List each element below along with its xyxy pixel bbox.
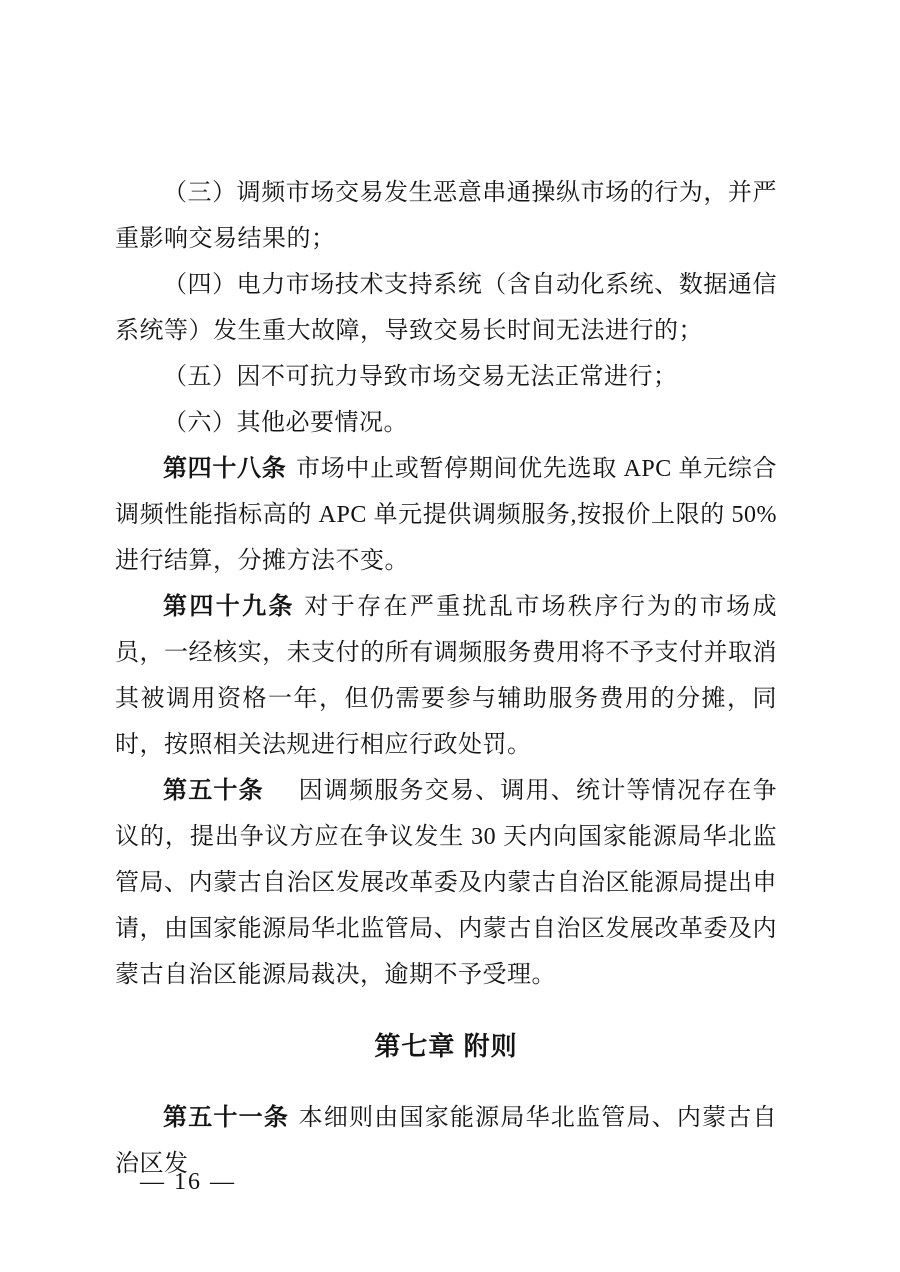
clause-item-4: （四）电力市场技术支持系统（含自动化系统、数据通信系统等）发生重大故障，导致交易长时间无法进行的； — [115, 272, 777, 344]
article-51-text: 本细则由国家能源局华北监管局、内蒙古自治区发 — [115, 1105, 778, 1177]
article-48 — [115, 446, 777, 584]
clause-item-5: （五）因不可抗力导致市场交易无法正常进行； — [163, 364, 678, 390]
article-51-number: 第五十一条 — [163, 1104, 290, 1131]
article-49-text: 对于存在严重扰乱市场秩序行为的市场成员，一经核实，未支付的所有调频服务费用将不予支付并取消其被调用资格一年，但仍需要参与辅助服务费用的分摊，同时，按照相关法规进行相应行政处罚。 — [115, 594, 777, 758]
document-body — [115, 170, 777, 1187]
article-49-number: 第四十九条 — [163, 593, 295, 620]
article-50-number: 第五十条 — [163, 777, 264, 804]
page-number: — 16 — — [140, 1169, 236, 1195]
article-50 — [115, 768, 777, 998]
article-48-number: 第四十八条 — [163, 455, 287, 482]
chapter-heading: 第七章 附则 — [374, 1031, 518, 1061]
clause-item-6: （六）其他必要情况。 — [163, 410, 408, 436]
article-49 — [115, 584, 777, 768]
article-48-text: 市场中止或暂停期间优先选取 APC 单元综合调频性能指标高的 APC 单元提供调频服务,按报价上限的 50%进行结算，分摊方法不变。 — [115, 456, 778, 574]
article-50-text: 因调频服务交易、调用、统计等情况存在争议的，提出争议方应在争议发生 30 天内向国家能源局华北监管局、内蒙古自治区发展改革委及内蒙古自治区能源局提出申请，由国家能源局华北监管局、内蒙古自治区发展改革委及内蒙古自治区能源局裁决，逾期不予受理。 — [115, 778, 778, 988]
clause-item-3: （三）调频市场交易发生恶意串通操纵市场的行为，并严重影响交易结果的； — [115, 180, 777, 252]
